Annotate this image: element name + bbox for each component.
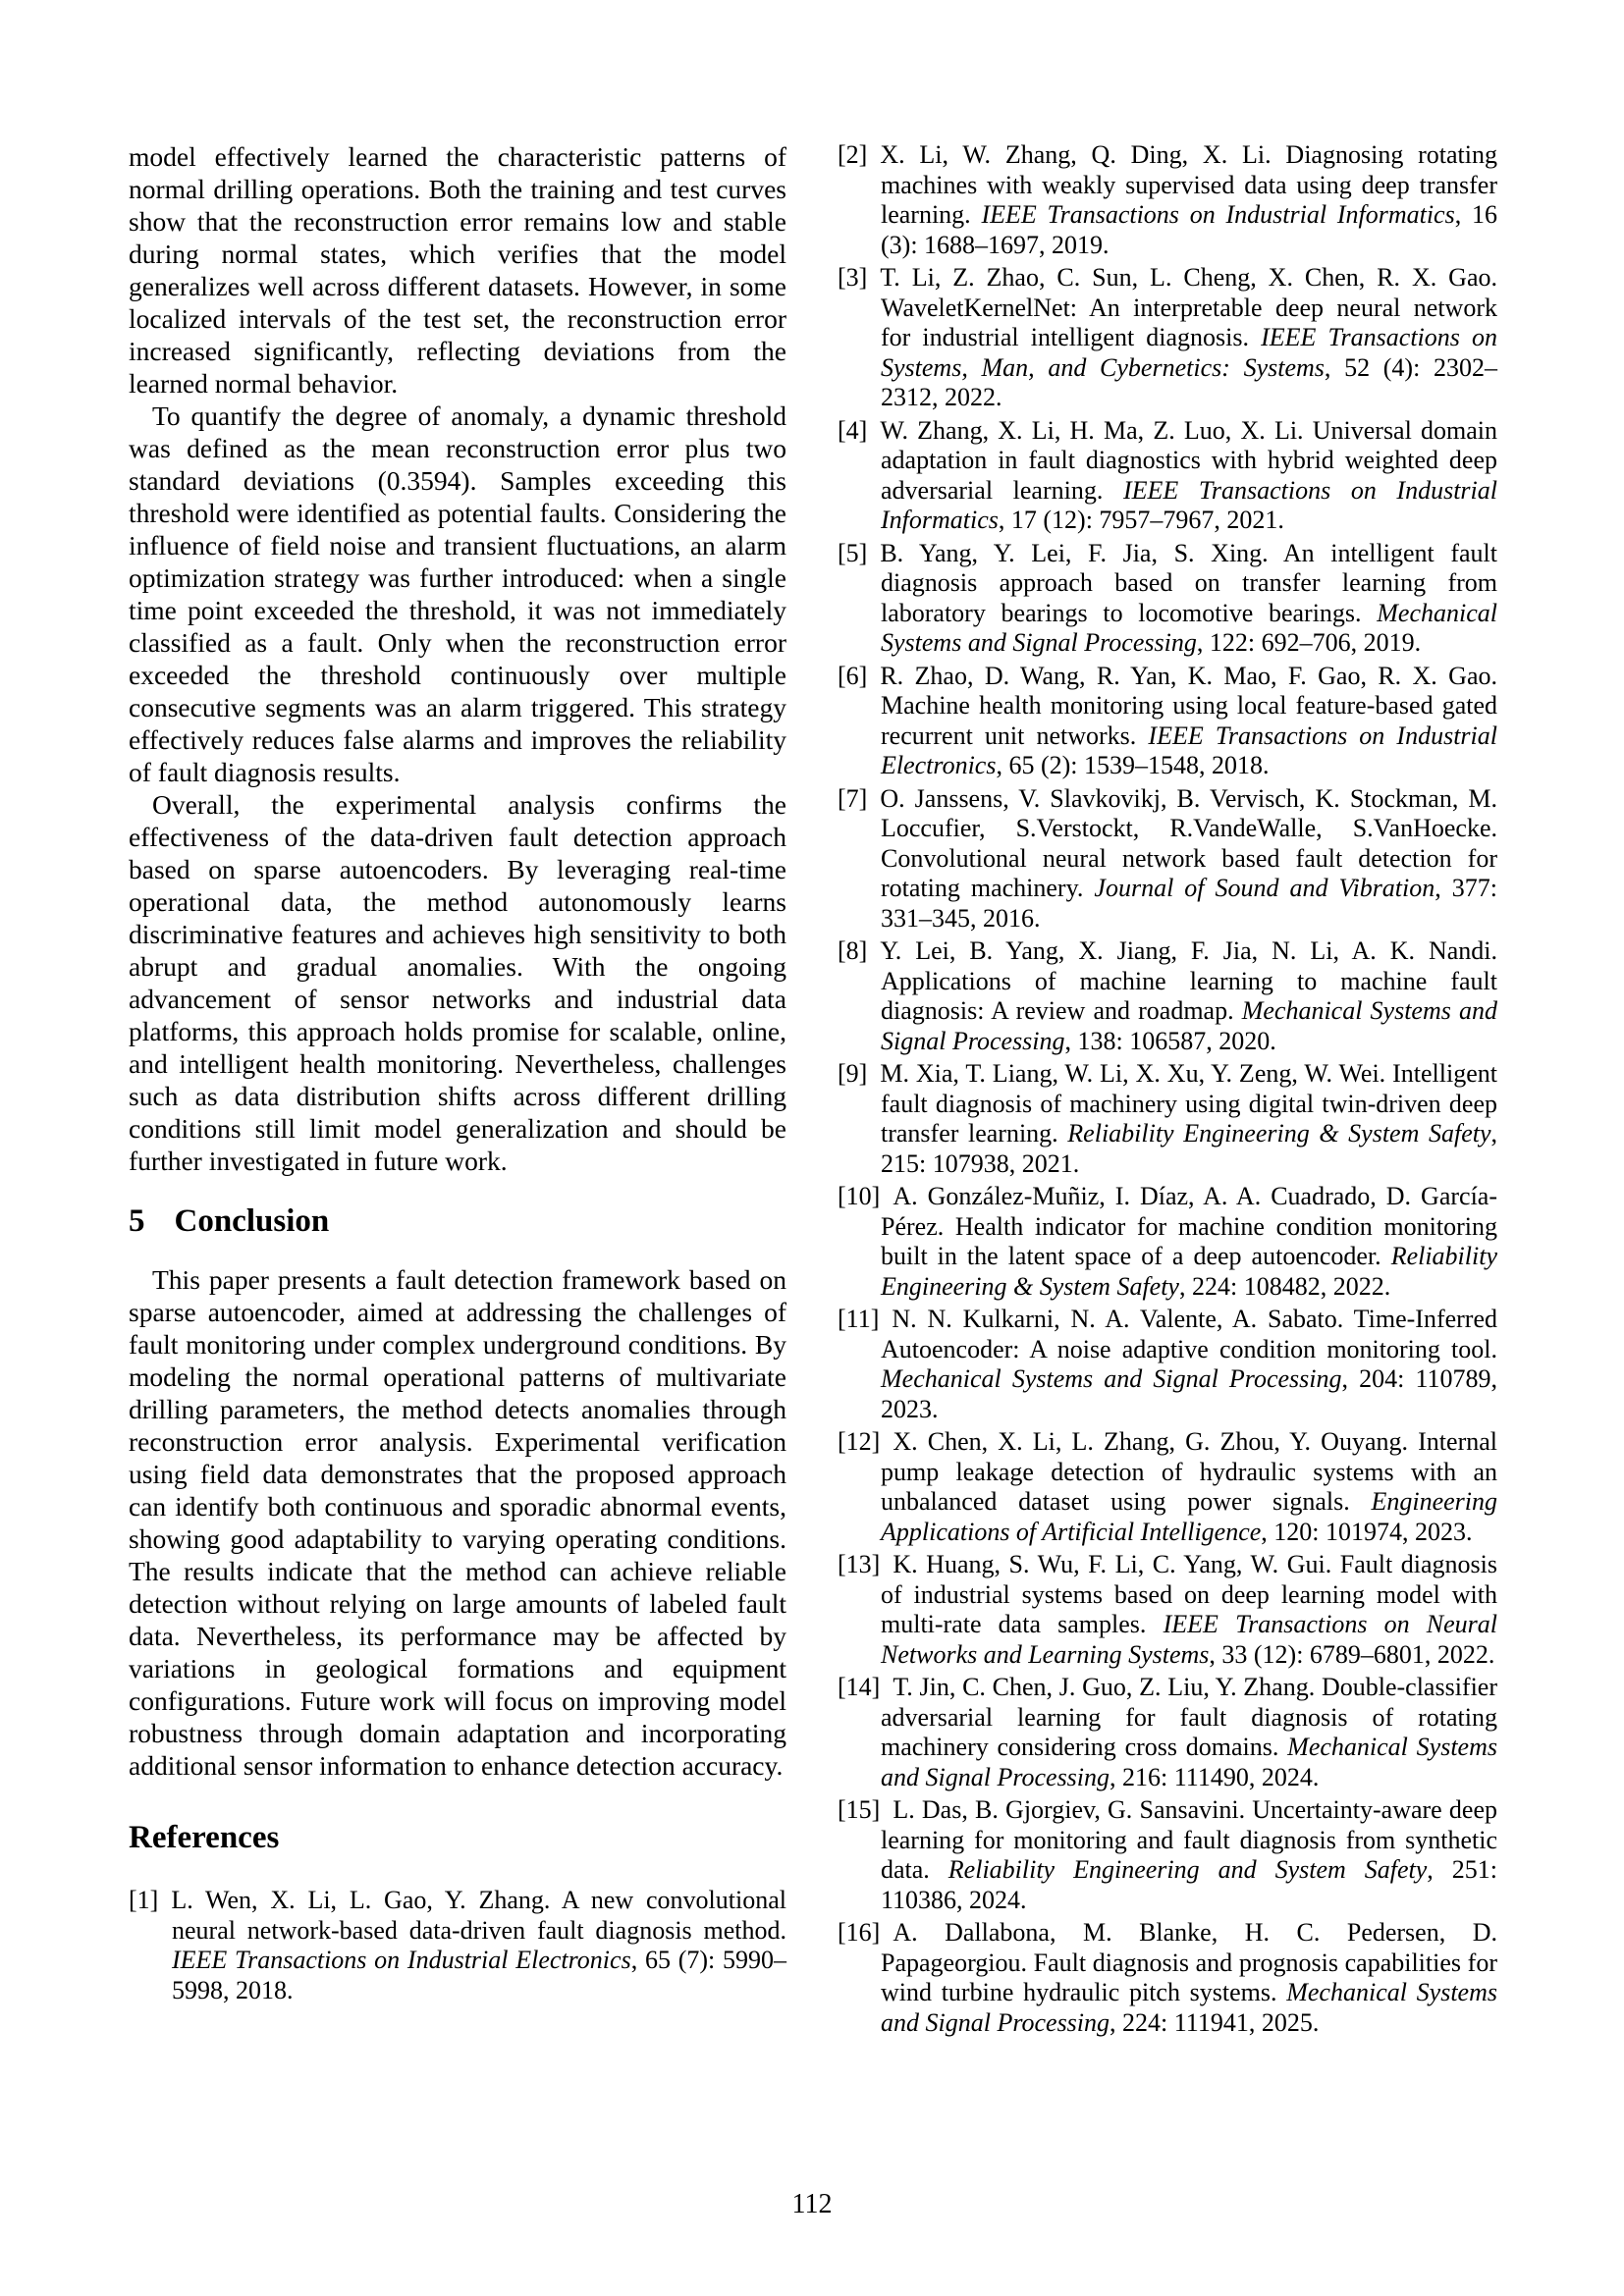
reference-label: [11] [838,1305,880,1333]
reference-label: [2] [838,140,868,169]
reference-label: [15] [838,1795,881,1824]
reference-label: [16] [838,1918,881,1947]
reference-label: [8] [838,936,868,965]
reference-item [838,1305,1497,1424]
reference-item [838,416,1497,536]
reference-journal: IEEE Transactions on Systems, Man, and Cybernetics: Systems [881,323,1497,382]
reference-text [881,1305,1497,1423]
reference-journal: Engineering Applications of Artificial Intelligence [881,1487,1497,1546]
reference-text-segment: L. Das, B. Gjorgiev, G. Sansavini. Uncertainty-aware deep learning for monitoring and fault diagnosis from synthetic data. [881,1795,1497,1884]
reference-label: [7] [838,783,868,813]
reference-item [838,1795,1497,1915]
body-paragraph: model effectively learned the characteristic patterns of normal drilling operations. Both the training and test curves show that the reconstruction error remains low and stable during normal states, which verifies that the model generalizes well across different datasets. However, in some localized intervals of the test set, the reconstruction error increased significantly, reflecting deviations from the learned normal behavior. [129,141,786,399]
reference-text [881,1550,1497,1669]
reference-journal: Reliability Engineering and System Safety [947,1855,1428,1884]
reference-text-segment: , 122: 692–706, 2019. [1196,628,1422,657]
reference-label: [4] [838,415,868,445]
reference-item [838,1550,1497,1670]
body-paragraph: Overall, the experimental analysis confirms the effectiveness of the data-driven fault detection approach based on sparse autoencoders. By leveraging real-time operational data, the method autonomously learns discriminative features and achieves high sensitivity to both abrupt and gradual anomalies. With the ongoing advancement of sensor networks and industrial data platforms, this approach holds promise for scalable, online, and intelligent health monitoring. Nevertheless, challenges such as data distribution shifts across different drilling conditions still limit model generalization and should be further investigated in future work. [129,789,786,1176]
reference-item [838,936,1497,1056]
reference-text [881,1427,1497,1546]
reference-text-segment: X. Chen, X. Li, L. Zhang, G. Zhou, Y. Ouyang. Internal pump leakage detection of hydraulic systems with an unbalanced dataset using power signals. [881,1427,1497,1516]
reference-label: [1] [129,1886,159,1914]
reference-text [881,1795,1497,1914]
reference-item [838,1182,1497,1302]
reference-text-segment: , 138: 106587, 2020. [1064,1026,1276,1055]
reference-item [838,662,1497,781]
reference-text-segment: M. Xia, T. Liang, W. Li, X. Xu, Y. Zeng, W. Wei. Intelligent fault diagnosis of machinery using digital twin-driven deep transfer learning. [880,1059,1497,1148]
reference-journal: IEEE Transactions on Industrial Electronics [172,1946,631,1974]
reference-item [838,1427,1497,1547]
reference-text-segment: , 52 (4): 2302–2312, 2022. [881,352,1497,411]
reference-item [838,1918,1497,2038]
reference-text-segment: , 204: 110789, 2023. [881,1364,1497,1423]
section-number: 5 [129,1203,145,1239]
reference-text [880,662,1497,780]
reference-label: [5] [838,538,868,567]
reference-journal: IEEE Transactions on Industrial Informatics [981,200,1455,229]
reference-journal: Mechanical Systems and Signal Processing [881,1364,1342,1393]
reference-label: [6] [838,661,868,690]
reference-text [881,1918,1497,2037]
reference-label: [10] [838,1182,881,1210]
reference-item [838,784,1497,934]
reference-text [880,263,1497,411]
reference-text-segment: Y. Lei, B. Yang, X. Jiang, F. Jia, N. Li, A. K. Nandi. Applications of machine learning to machine fault diagnosis: A review and roadmap. [880,936,1497,1025]
reference-text-segment: , 65 (7): 5990–5998, 2018. [172,1946,786,2004]
reference-label: [12] [838,1427,881,1456]
reference-text-segment: , 65 (2): 1539–1548, 2018. [996,751,1270,779]
reference-text-segment: K. Huang, S. Wu, F. Li, C. Yang, W. Gui. Fault diagnosis of industrial systems based on deep learning model with multi-rate data samples. [881,1550,1497,1638]
reference-journal: Mechanical Systems and Signal Processing [881,598,1497,657]
reference-text-segment: T. Li, Z. Zhao, C. Sun, L. Cheng, X. Chen, R. X. Gao. WaveletKernelNet: An interpretable deep neural network for industrial intelligent diagnosis. [880,263,1497,351]
right-column [838,140,1497,2041]
reference-text-segment: , 17 (12): 7957–7967, 2021. [998,506,1284,534]
reference-item [838,1673,1497,1792]
reference-text-segment: , 216: 111490, 2024. [1110,1762,1320,1791]
reference-text-segment: , 224: 111941, 2025. [1110,2007,1320,2037]
section-heading-conclusion [129,1202,786,1240]
reference-text-segment: N. N. Kulkarni, N. A. Valente, A. Sabato. Time-Inferred Autoencoder: A noise adaptive condition monitoring tool. [881,1305,1497,1363]
reference-journal: IEEE Transactions on Neural Networks and Learning Systems [881,1610,1497,1669]
reference-text-segment: O. Janssens, V. Slavkovikj, B. Vervisch, K. Stockman, M. Loccufier, S.Verstockt, R.VandeWalle, S.VanHoecke. Convolutional neural network based fault detection for rotating machinery. [880,783,1497,902]
conclusion-paragraph: This paper presents a fault detection framework based on sparse autoencoder, aimed at addressing the challenges of fault monitoring under complex underground conditions. By modeling the normal operational patterns of multivariate drilling parameters, the method detects anomalies through reconstruction error analysis. Experimental verification using field data demonstrates that the proposed approach can identify both continuous and sporadic abnormal events, showing good adaptability to varying operating conditions. The results indicate that the method can achieve reliable detection without relying on large amounts of labeled fault data. Nevertheless, its performance may be affected by variations in geological formations and equipment configurations. Future work will focus on improving model robustness through domain adaptation and incorporating additional sensor information to enhance detection accuracy. [129,1264,786,1781]
page-number: 112 [791,2189,833,2219]
left-column [129,140,786,2008]
reference-item [838,1059,1497,1179]
reference-journal: IEEE Transactions on Industrial Electronics [881,721,1497,779]
reference-text [880,140,1497,259]
reference-journal: Mechanical Systems and Signal Processing [881,996,1497,1055]
reference-journal: Reliability Engineering & System Safety [1067,1119,1491,1148]
references-list-left [129,1886,786,2005]
reference-journal: Journal of Sound and Vibration [1094,874,1435,902]
reference-journal: Mechanical Systems and Signal Processing [881,1978,1497,2037]
body-paragraph: To quantify the degree of anomaly, a dynamic threshold was defined as the mean reconstruction error plus two standard deviations (0.3594). Samples exceeding this threshold were identified as potential faults. Considering the influence of field noise and transient fluctuations, an alarm optimization strategy was further introduced: when a single time point exceeded the threshold, it was not immediately classified as a fault. Only when the reconstruction error exceeded the threshold continuously over multiple consecutive segments was an alarm triggered. This strategy effectively reduces false alarms and improves the reliability of fault diagnosis results. [129,400,786,787]
reference-text-segment: , 16 (3): 1688–1697, 2019. [881,200,1497,259]
reference-text-segment: L. Wen, X. Li, L. Gao, Y. Zhang. A new convolutional neural network-based data-driven fault diagnosis method. [171,1886,786,1945]
reference-text-segment: , 251: 110386, 2024. [881,1855,1497,1914]
reference-text-segment: B. Yang, Y. Lei, F. Jia, S. Xing. An intelligent fault diagnosis approach based on transfer learning from laboratory bearings to locomotive bearings. [880,538,1497,627]
reference-item [838,140,1497,260]
reference-text [880,1059,1497,1178]
reference-text [881,1673,1497,1791]
reference-label: [3] [838,263,868,292]
reference-text-segment: X. Li, W. Zhang, Q. Ding, X. Li. Diagnosing rotating machines with weakly supervised data using deep transfer learning. [880,140,1497,229]
reference-item [129,1886,786,2005]
reference-text-segment: A. Dallabona, M. Blanke, H. C. Pedersen, D. Papageorgiou. Fault diagnosis and prognosis capabilities for wind turbine hydraulic pitch systems. [881,1918,1497,2006]
reference-text-segment: , 215: 107938, 2021. [881,1119,1497,1178]
references-heading: References [129,1820,280,1855]
reference-text-segment: , 224: 108482, 2022. [1178,1271,1391,1301]
reference-item [838,263,1497,413]
reference-text [880,936,1497,1055]
reference-text-segment: R. Zhao, D. Wang, R. Yan, K. Mao, F. Gao, R. X. Gao. Machine health monitoring using local feature-based gated recurrent unit networks. [880,661,1497,750]
reference-text-segment: W. Zhang, X. Li, H. Ma, Z. Luo, X. Li. Universal domain adaptation in fault diagnostics with hybrid weighted deep adversarial learning. [880,415,1497,505]
reference-journal: IEEE Transactions on Industrial Informatics [881,475,1497,534]
reference-label: [9] [838,1059,868,1088]
reference-label: [13] [838,1550,881,1578]
reference-text-segment: T. Jin, C. Chen, J. Guo, Z. Liu, Y. Zhang. Double-classifier adversarial learning for fault diagnosis of rotating machinery considering cross domains. [881,1673,1497,1761]
reference-journal: Reliability Engineering & System Safety [881,1242,1497,1301]
reference-text-segment: , 120: 101974, 2023. [1261,1517,1473,1546]
reference-text-segment: A. González-Muñiz, I. Díaz, A. A. Cuadrado, D. García-Pérez. Health indicator for machine condition monitoring built in the latent space of a deep autoencoder. [881,1182,1497,1270]
references-list-right [838,140,1497,2038]
reference-journal: Mechanical Systems and Signal Processing [881,1733,1497,1791]
reference-text [880,539,1497,658]
reference-text [880,784,1497,933]
section-title: Conclusion [174,1203,330,1239]
reference-text-segment: , 377: 331–345, 2016. [881,874,1497,933]
reference-label: [14] [838,1673,881,1701]
reference-text [881,1182,1497,1301]
reference-item [838,539,1497,659]
reference-text-segment: , 33 (12): 6789–6801, 2022. [1209,1639,1495,1669]
reference-text [880,416,1497,535]
reference-text [171,1886,786,2004]
